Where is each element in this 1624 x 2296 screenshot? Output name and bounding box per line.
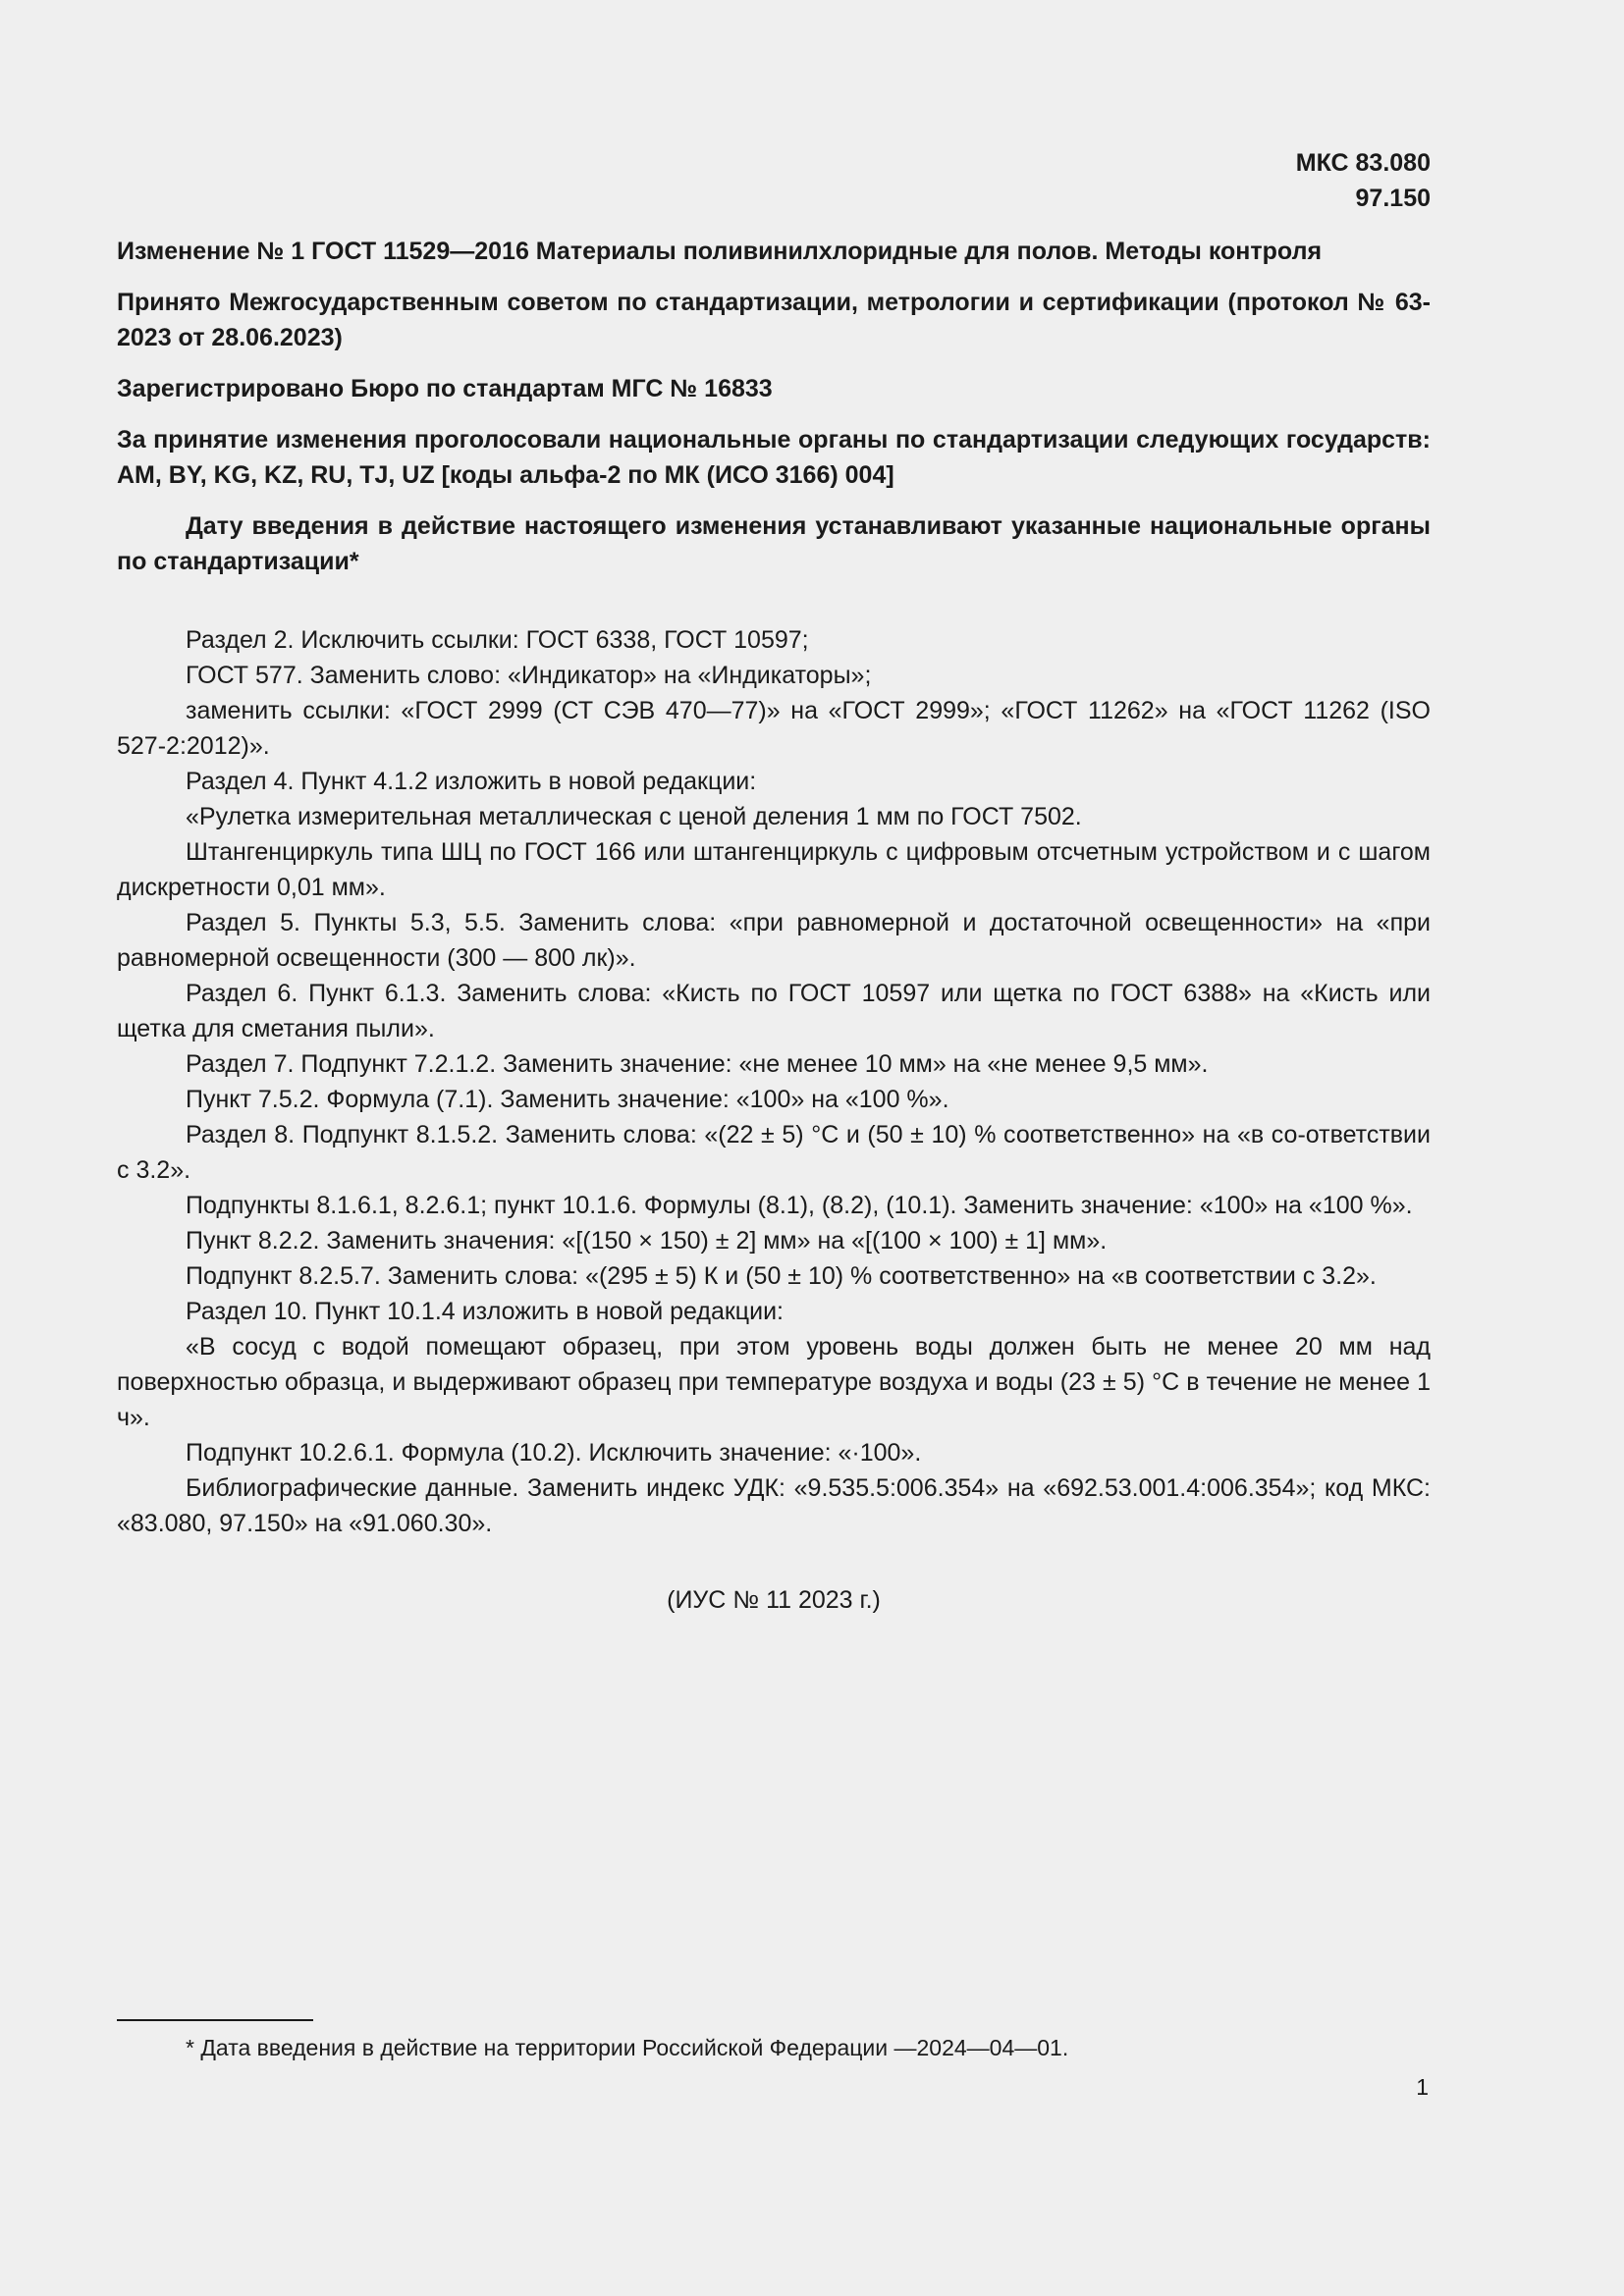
paragraph: Раздел 8. Подпункт 8.1.5.2. Заменить слова: «(22 ± 5) °С и (50 ± 10) % соответственно» на «в со-ответствии с 3.2».	[117, 1121, 1431, 1184]
paragraph: Подпункт 10.2.6.1. Формула (10.2). Исключить значение: «·100».	[186, 1439, 922, 1467]
paragraph: Раздел 4. Пункт 4.1.2 изложить в новой редакции:	[186, 768, 757, 795]
document-page	[117, 145, 1431, 1618]
paragraph: Раздел 7. Подпункт 7.2.1.2. Заменить значение: «не менее 10 мм» на «не менее 9,5 мм».	[186, 1050, 1209, 1078]
paragraph: Раздел 2. Исключить ссылки: ГОСТ 6338, ГОСТ 10597;	[186, 626, 809, 654]
paragraph: Подпункт 8.2.5.7. Заменить слова: «(295 ± 5) К и (50 ± 10) % соответственно» на «в соответствии с 3.2».	[186, 1262, 1377, 1290]
paragraph: Штангенциркуль типа ШЦ по ГОСТ 166 или штангенциркуль с цифровым отсчетным устройством и с шагом дискретности 0,01 мм».	[117, 838, 1431, 901]
amendment-body	[117, 622, 1431, 1541]
paragraph: Раздел 5. Пункты 5.3, 5.5. Заменить слова: «при равномерной и достаточной освещенности» на «при равномерной освещенности (300 — 800 лк)».	[117, 909, 1431, 972]
document-title: Изменение № 1 ГОСТ 11529—2016 Материалы поливинилхлоридные для полов. Методы контроля	[117, 238, 1323, 265]
paragraph: Раздел 10. Пункт 10.1.4 изложить в новой редакции:	[186, 1298, 784, 1325]
paragraph: «Рулетка измерительная металлическая с ценой деления 1 мм по ГОСТ 7502.	[186, 803, 1082, 830]
mks-codes	[117, 145, 1431, 216]
paragraph: Библиографические данные. Заменить индекс УДК: «9.535.5:006.354» на «692.53.001.4:006.354»; код МКС: «83.080, 97.150» на «91.060.30».	[117, 1474, 1431, 1537]
voting-states: За принятие изменения проголосовали национальные органы по стандартизации следующих государств: AM, BY, KG, KZ, RU, TJ, UZ [коды альфа-2 по МК (ИСО 3166) 004]	[117, 426, 1431, 489]
mks-code-1: МКС 83.080	[1295, 149, 1431, 177]
registration: Зарегистрировано Бюро по стандартам МГС № 16833	[117, 375, 773, 402]
mks-code-2: 97.150	[1355, 185, 1431, 212]
footnote: * Дата введения в действие на территории Российской Федерации —2024—04—01.	[186, 2035, 1069, 2060]
effective-date-note: Дату введения в действие настоящего изменения устанавливают указанные национальные органы по стандартизации*	[117, 512, 1431, 575]
paragraph: заменить ссылки: «ГОСТ 2999 (СТ СЭВ 470—77)» на «ГОСТ 2999»; «ГОСТ 11262» на «ГОСТ 11262 (ISO 527-2:2012)».	[117, 697, 1431, 760]
paragraph: Пункт 7.5.2. Формула (7.1). Заменить значение: «100» на «100 %».	[186, 1086, 949, 1113]
adopted-by: Принято Межгосударственным советом по стандартизации, метрологии и сертификации (протокол № 63-2023 от 28.06.2023)	[117, 289, 1431, 351]
ius-reference: (ИУС № 11 2023 г.)	[667, 1586, 881, 1614]
paragraph: Подпункты 8.1.6.1, 8.2.6.1; пункт 10.1.6. Формулы (8.1), (8.2), (10.1). Заменить значение: «100» на «100 %».	[186, 1192, 1413, 1219]
paragraph: «В сосуд с водой помещают образец, при этом уровень воды должен быть не менее 20 мм над поверхностью образца, и выдерживают образец при температуре воздуха и воды (23 ± 5) °С в течение не менее 1 ч».	[117, 1333, 1431, 1431]
footnote-divider	[117, 2019, 313, 2021]
page-number: 1	[1416, 2074, 1429, 2100]
paragraph: ГОСТ 577. Заменить слово: «Индикатор» на «Индикаторы»;	[186, 662, 872, 689]
paragraph: Раздел 6. Пункт 6.1.3. Заменить слова: «Кисть по ГОСТ 10597 или щетка по ГОСТ 6388» на «Кисть или щетка для сметания пыли».	[117, 980, 1431, 1042]
paragraph: Пункт 8.2.2. Заменить значения: «[(150 × 150) ± 2] мм» на «[(100 × 100) ± 1] мм».	[186, 1227, 1108, 1255]
